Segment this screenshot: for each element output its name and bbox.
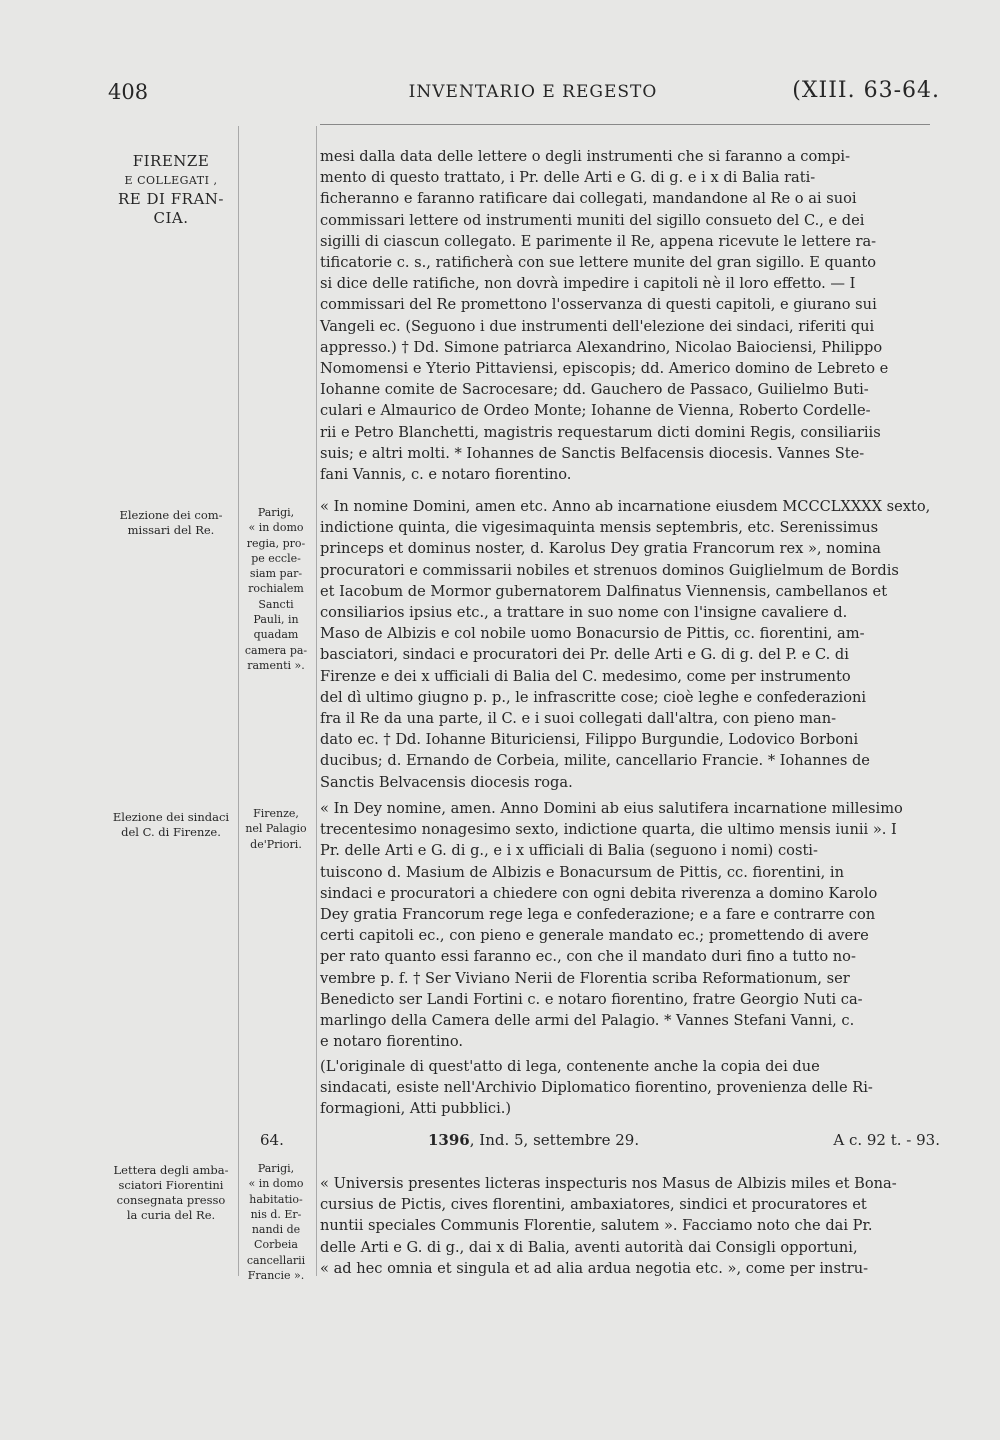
- place-note-firenze: Firenze, nel Palagio de'Priori.: [245, 807, 307, 851]
- entry-reference: A c. 92 t. - 93.: [833, 1131, 940, 1149]
- paragraph-elezione-commissari: « In nomine Domini, amen etc. Anno ab incarnatione eiusdem MCCCLXXXX sexto, indictione quinta, die vigesimaquinta mensis septembris, etc. Serenissimus princeps et dominus noster, d. Karolus Dey gratia Francorum rex », nomina procuratori e commissarii nobiles et strenuos dominos Guiglielmum de Bordis et Iacobum de Mormor gubernatorem Dalfinatus Viennensis, cambellanos et consiliarios ipsius etc., a trattare in suo nome con l'insigne cavaliere d. Maso de Albizis e col nobile uomo Bonacursio de Pittis, cc. fiorentini, am- basciatori, sindaci e procuratori dei Pr. delle Arti e G. di g. del P. e C. di Firenze e dei x ufficiali di Balia del C. medesimo, come per instrumento del dì ultimo giugno p. p., le infrascritte cose; cioè leghe e confederazioni fra il Re da una parte, il C. e i suoi collegati dall'altra, con pieno man- dato ec. † Dd. Iohanne Bituriciensi, Filippo Burgundie, Lodovico Borboni ducibus; d. Ernando de Corbeia, milite, cancellario Francie. * Iohannes de Sanctis Belvacensis diocesis roga.: [320, 498, 931, 791]
- entry-date-text: , Ind. 5, settembre 29.: [469, 1131, 640, 1149]
- entry-number: 64.: [260, 1131, 284, 1149]
- place-note-parigi: Parigi, « in domo regia, pro- pe eccle- siam par- rochialem Sancti Pauli, in quadam camera pa- ramenti ».: [244, 506, 308, 672]
- paragraph-elezione-sindaci: « In Dey nomine, amen. Anno Domini ab eius salutifera incarnatione millesimo trecentesimo nonagesimo sexto, indictione quarta, die ultimo mensis iunii ». I Pr. delle Arti e G. di g., e i x ufficiali di Balia (seguono i nomi) costi- tuiscono d. Masium de Albizis e Bonacursum de Pittis, cc. fiorentini, in sindaci e procuratori a chiedere con ogni debita riverenza a domino Karolo Dey gratia Francorum rege lega e confederazione; e a fare e contrarre con certi capitoli ec., con pieno e generale mandato ec.; promettendo di avere per rato quanto essi faranno ec., con che il mandato duri fino a tutto no- vembre p. f. † Ser Viviano Nerii de Florentia scriba Reformationum, ser Benedicto ser Landi Fortini c. e notaro fiorentino, fratre Georgio Nuti ca- marlingo della Camera delle armi del Palagio. * Vannes Stefani Vanni, c. e notaro fiorentino.: [320, 800, 903, 1051]
- margin-heading-line: E COLLEGATI ,: [124, 174, 218, 187]
- place-note-parigi-2: Parigi, « in domo habitatio- nis d. Er- nandi de Corbeia cancellarii Francie ».: [246, 1162, 306, 1283]
- paragraph-ratifiche: mesi dalla data delle lettere o degli instrumenti che si faranno a compi- mento di questo trattato, i Pr. delle Arti e G. di g. e i x di Balia rati- ficheranno e faranno ratificare dai collegati, mandandone al Re o ai suoi commissari lettere od instrumenti muniti del sigillo consueto del C., e dei sigilli di ciascun collegato. E parimente il Re, appena ricevute le lettere ra- tificatorie c. s., ratificherà con sue lettere munite del gran sigillo. E quanto si dice delle ratifiche, non dovrà impedire i capitoli nè il loro effetto. — I commissari del Re promettono l'osservanza di questi capitoli, e giurano sui Vangeli ec. (Seguono i due instrumenti dell'elezione dei sindaci, riferiti qui appresso.) † Dd. Simone patriarca Alexandrino, Nicolao Baiociensi, Philippo Nomomensi e Yterio Pittaviensi, episcopis; dd. Americo domino de Lebreto e Iohanne comite de Sacrocesare; dd. Gauchero de Passaco, Guilielmo Buti- culari e Almaurico de Ordeo Monte; Iohanne de Vienna, Roberto Cordelle- rii e Petro Blanchetti, magistris requestarum dicti domini Regis, consiliariis suis; e altri molti. * Iohannes de Sanctis Belfacensis diocesis. Vannes Ste- fani Vannis, c. e notaro fiorentino.: [320, 148, 889, 484]
- header-rule: [320, 124, 930, 125]
- paragraph-originale: (L'originale di quest'atto di lega, contenente anche la copia dei due sindacati, esiste nell'Archivio Diplomatico fiorentino, provenienza delle Ri- formagioni, Atti pubblici.): [320, 1058, 873, 1118]
- margin-heading-line: CIA.: [153, 209, 189, 227]
- column-divider-left: [238, 126, 239, 1276]
- section-reference: (XIII. 63-64.: [792, 78, 940, 103]
- entry-heading: [108, 1131, 940, 1157]
- entry-date: [428, 1131, 639, 1149]
- margin-heading: [106, 152, 236, 228]
- margin-note-lettera: Lettera degli amba- sciatori Fiorentini consegnata presso la curia del Re.: [113, 1163, 229, 1222]
- margin-heading-line: RE DI FRAN-: [118, 190, 224, 208]
- column-divider-right: [316, 126, 317, 1276]
- paragraph-lettera: « Universis presentes licteras inspecturis nos Masus de Albizis miles et Bona- cursius de Pictis, cives florentini, ambaxiatores, sindici et procuratores et nuntii speciales Communis Florentie, salutem ». Facciamo noto che dai Pr. delle Arti e G. di g., dai x di Balia, aventi autorità dai Consigli opportuni, « ad hec omnia et singula et ad alia ardua negotia etc. », come per instru-: [320, 1175, 897, 1277]
- page-number: 408: [108, 80, 149, 104]
- margin-note-election-sindaci: Elezione dei sindaci del C. di Firenze.: [112, 810, 230, 839]
- margin-heading-line: FIRENZE: [132, 152, 210, 170]
- page-header: [108, 80, 940, 120]
- running-title: INVENTARIO E REGESTO: [408, 82, 658, 102]
- entry-year: 1396: [428, 1131, 470, 1149]
- margin-note-election-commissari: Elezione dei com- missari del Re.: [119, 508, 223, 537]
